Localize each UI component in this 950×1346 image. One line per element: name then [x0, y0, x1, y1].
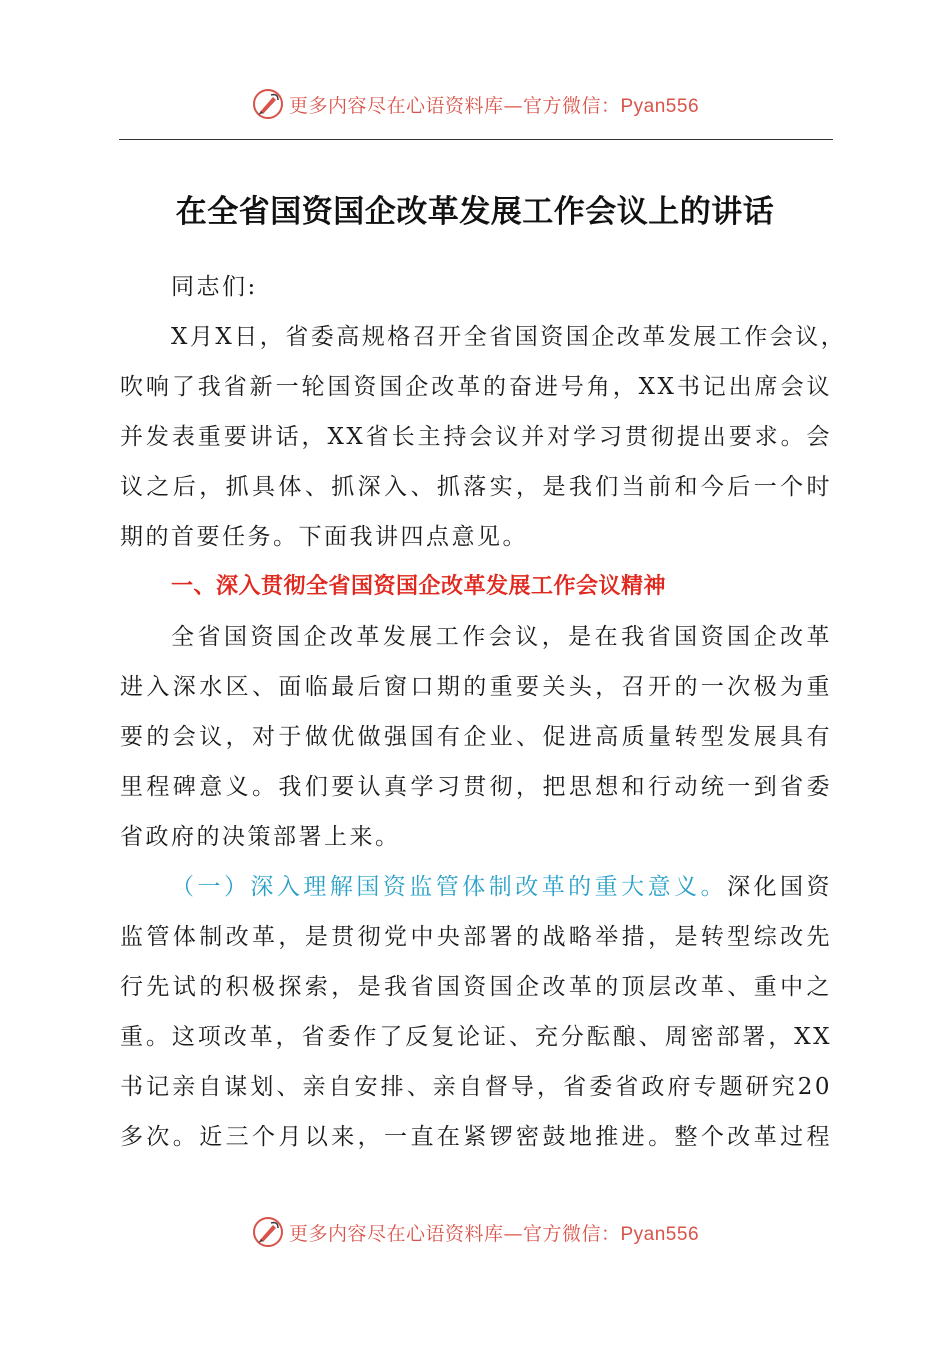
text-line: 吹响了我省新一轮国资国企改革的奋进号角，XX书记出席会议	[120, 374, 832, 400]
footer-banner	[0, 1212, 950, 1252]
document-title: 在全省国资国企改革发展工作会议上的讲话	[175, 194, 775, 230]
paragraph-2	[120, 612, 832, 862]
sub-heading-1: （一）深入理解国资监管体制改革的重大意义。	[171, 874, 728, 900]
text-line: 全省国资国企改革发展工作会议，是在我省国资国企改革	[171, 624, 832, 650]
text-line: 并发表重要讲话，XX省长主持会议并对学习贯彻提出要求。会	[120, 424, 832, 450]
text-line: 期的首要任务。下面我讲四点意见。	[120, 524, 528, 550]
banner-text: 更多内容尽在心语资料库—官方微信：Pyan556	[288, 1222, 700, 1245]
banner-text: 更多内容尽在心语资料库—官方微信：Pyan556	[288, 94, 700, 117]
text-line: 里程碑意义。我们要认真学习贯彻，把思想和行动统一到省委	[120, 774, 832, 800]
document-body	[120, 262, 847, 1162]
text-line: 书记亲自谋划、亲自安排、亲自督导，省委省政府专题研究20	[120, 1074, 832, 1100]
text-line: 进入深水区、面临最后窗口期的重要关头，召开的一次极为重	[120, 674, 832, 700]
text-line: X月X日，省委高规格召开全省国资国企改革发展工作会议，	[171, 324, 847, 350]
text-line: 监管体制改革，是贯彻党中央部署的战略举措，是转型综改先	[120, 924, 832, 950]
text-line: 议之后，抓具体、抓深入、抓落实，是我们当前和今后一个时	[120, 474, 832, 500]
text-line: 重。这项改革，省委作了反复论证、充分酝酿、周密部署，XX	[120, 1024, 832, 1050]
text-line: （一）深入理解国资监管体制改革的重大意义。深化国资	[171, 874, 833, 900]
paragraph-3	[120, 862, 832, 1162]
header-banner	[0, 84, 950, 124]
pen-nib-logo-icon	[251, 87, 285, 121]
text-line: 要的会议，对于做优做强国有企业、促进高质量转型发展具有	[120, 724, 832, 750]
text-line: 多次。近三个月以来，一直在紧锣密鼓地推进。整个改革过程	[120, 1124, 832, 1150]
text-line: 行先试的积极探索，是我省国资国企改革的顶层改革、重中之	[120, 974, 832, 1000]
text-line: 省政府的决策部署上来。	[120, 824, 401, 850]
header-rule	[119, 139, 833, 140]
wechat-id: Pyan556	[620, 95, 700, 117]
section-heading-1: 一、深入贯彻全省国资国企改革发展工作会议精神	[171, 574, 667, 599]
wechat-id: Pyan556	[620, 1223, 700, 1245]
salutation: 同志们:	[171, 274, 258, 300]
paragraph-1	[120, 312, 847, 562]
pen-nib-logo-icon	[251, 1215, 285, 1249]
